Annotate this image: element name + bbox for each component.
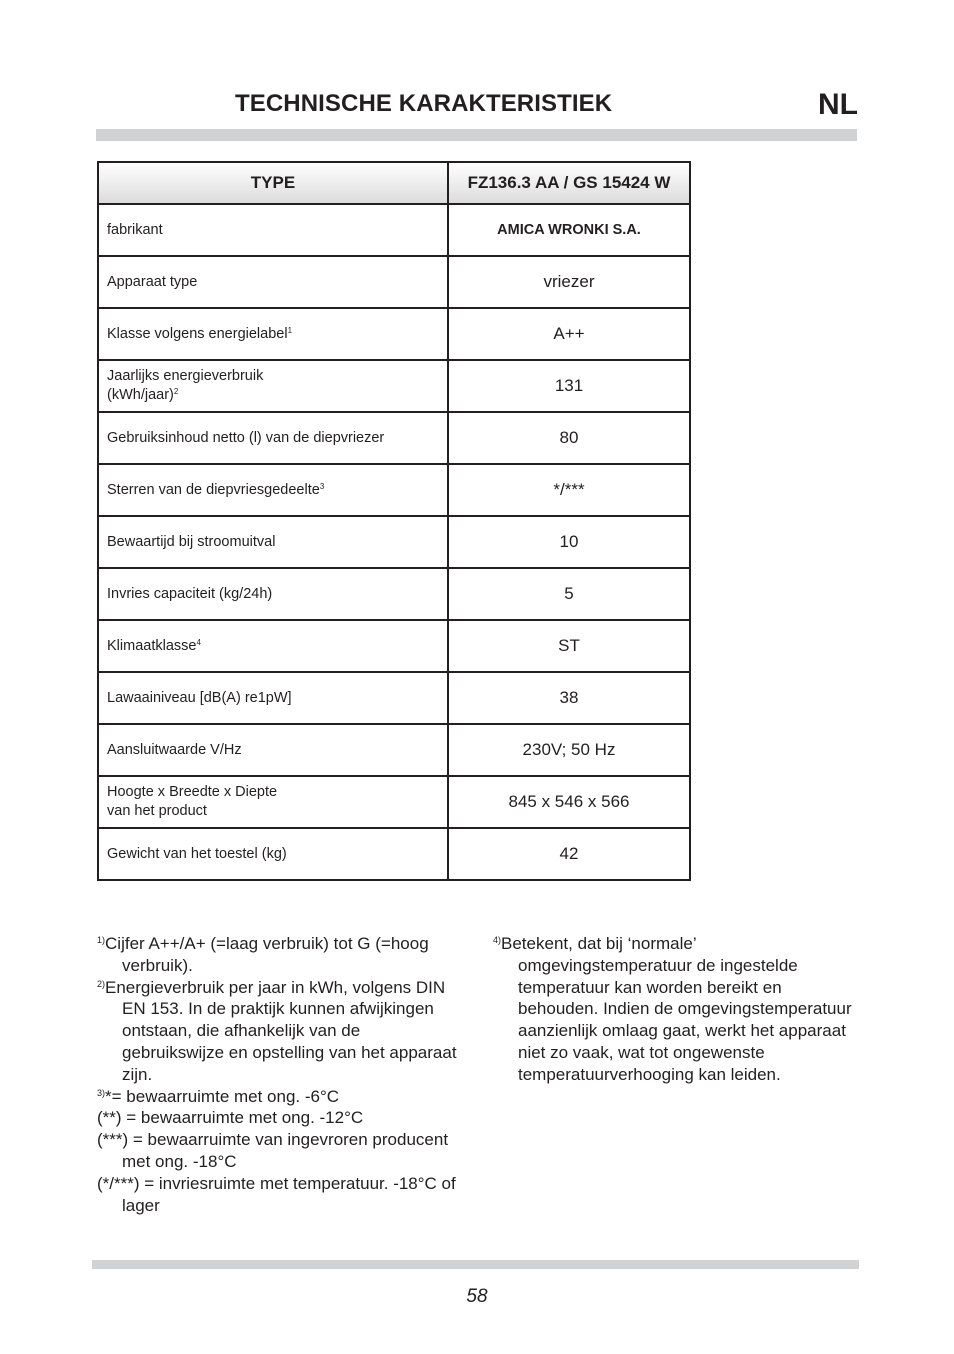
row-label-text: Klasse volgens energielabel <box>107 325 288 342</box>
row-label-text: fabrikant <box>107 221 163 238</box>
column-header-model: FZ136.3 AA / GS 15424 W <box>448 162 690 204</box>
footnote <box>97 933 465 977</box>
header-rule <box>96 129 857 141</box>
row-value: */*** <box>448 464 690 516</box>
row-label <box>98 412 448 464</box>
row-label <box>98 724 448 776</box>
footnote <box>97 1107 465 1129</box>
row-label <box>98 360 448 412</box>
footnote-text: (**) = bewaarruimte met ong. -12°C <box>97 1108 364 1128</box>
row-label <box>98 620 448 672</box>
row-value: ST <box>448 620 690 672</box>
footnote-marker: 2 <box>173 387 179 396</box>
row-label-text: Hoogte x Breedte x Diepte <box>107 784 278 800</box>
footnote <box>97 1086 465 1108</box>
footnote-marker: 4 <box>196 637 201 647</box>
row-label <box>98 828 448 880</box>
footnote <box>97 977 465 1086</box>
footnote-marker: 1 <box>287 325 293 335</box>
row-value: 131 <box>448 360 690 412</box>
row-label <box>98 204 448 256</box>
footnotes-left <box>97 933 465 1216</box>
row-label-text-line2: van het product <box>107 803 207 819</box>
row-value: 42 <box>448 828 690 880</box>
row-label-text: Klimaatklasse <box>107 637 197 654</box>
row-label-text: Gewicht van het toestel (kg) <box>107 845 287 862</box>
row-label-text: Bewaartijd bij stroomuitval <box>107 533 276 550</box>
row-value: 230V; 50 Hz <box>448 724 690 776</box>
footnote <box>493 933 853 1086</box>
footnote-number: 4) <box>493 935 502 945</box>
row-value: AMICA WRONKI S.A. <box>448 204 690 256</box>
table-row <box>98 464 690 516</box>
table-row <box>98 256 690 308</box>
row-label-text-line2: (kWh/jaar) <box>107 387 174 403</box>
row-value: 845 x 546 x 566 <box>448 776 690 828</box>
row-label <box>98 776 448 828</box>
row-value: 5 <box>448 568 690 620</box>
row-label-text: Sterren van de diepvriesgedeelte <box>107 481 320 498</box>
table-row <box>98 828 690 880</box>
table-row <box>98 568 690 620</box>
row-label <box>98 516 448 568</box>
footnote-marker: 3 <box>319 481 325 491</box>
language-code: NL <box>818 88 858 121</box>
footnote-text: (*/***) = invriesruimte met temperatuur. -18°C of lager <box>97 1173 456 1215</box>
table-row <box>98 620 690 672</box>
footnote-text: Cijfer A++/A+ (=laag verbruik) tot G (=hoog verbruik). <box>105 934 429 975</box>
footnote-text: *= bewaarruimte met ong. -6°C <box>105 1086 340 1106</box>
row-label-text: Aansluitwaarde V/Hz <box>107 741 242 758</box>
row-label-text: Jaarlijks energieverbruik <box>107 368 264 384</box>
spec-table <box>97 161 691 881</box>
footnotes-right <box>493 933 853 1086</box>
table-row <box>98 776 690 828</box>
footer-rule <box>92 1260 859 1269</box>
footnote-text: Betekent, dat bij ‘normale’ omgevingstemperatuur de ingestelde temperatuur kan worden bereikt en behouden. Indien de omgevingstemperatuur aanzienlijk omlaag gaat, werkt het apparaat niet zo vaak, wat tot ongewenste temperatuurverhooging kan leiden. <box>501 934 852 1084</box>
row-label <box>98 672 448 724</box>
row-label-text: Lawaainiveau [dB(A) re1pW] <box>107 689 292 706</box>
footnote-number: 3) <box>97 1087 106 1098</box>
row-label <box>98 464 448 516</box>
footnote-text: (***) = bewaarruimte van ingevroren producent met ong. -18°C <box>97 1130 449 1171</box>
page-number: 58 <box>466 1286 488 1307</box>
row-value: 38 <box>448 672 690 724</box>
footnote-number: 2) <box>97 978 106 989</box>
table-row <box>98 360 690 412</box>
spec-table-body <box>98 204 690 880</box>
table-row <box>98 724 690 776</box>
column-header-type: TYPE <box>98 162 448 204</box>
row-label-text: Gebruiksinhoud netto (l) van de diepvriezer <box>107 429 385 446</box>
row-label-text: Invries capaciteit (kg/24h) <box>107 585 273 602</box>
footnote-number: 1) <box>97 935 106 945</box>
row-value: vriezer <box>448 256 690 308</box>
row-label <box>98 256 448 308</box>
page-title: TECHNISCHE KARAKTERISTIEK <box>235 90 613 117</box>
table-row <box>98 204 690 256</box>
row-value: 10 <box>448 516 690 568</box>
footnote <box>97 1173 465 1217</box>
table-header-row <box>98 162 690 204</box>
table-row <box>98 516 690 568</box>
row-label <box>98 568 448 620</box>
row-value: 80 <box>448 412 690 464</box>
row-label <box>98 308 448 360</box>
table-row <box>98 672 690 724</box>
footnote <box>97 1129 465 1173</box>
table-row <box>98 308 690 360</box>
table-row <box>98 412 690 464</box>
row-label-text: Apparaat type <box>107 273 198 290</box>
footnote-text: Energieverbruik per jaar in kWh, volgens DIN EN 153. In de praktijk kunnen afwijkingen ontstaan, die afhankelijk van de gebruikswijze en opstelling van het apparaat zijn. <box>105 977 457 1084</box>
row-value: A++ <box>448 308 690 360</box>
